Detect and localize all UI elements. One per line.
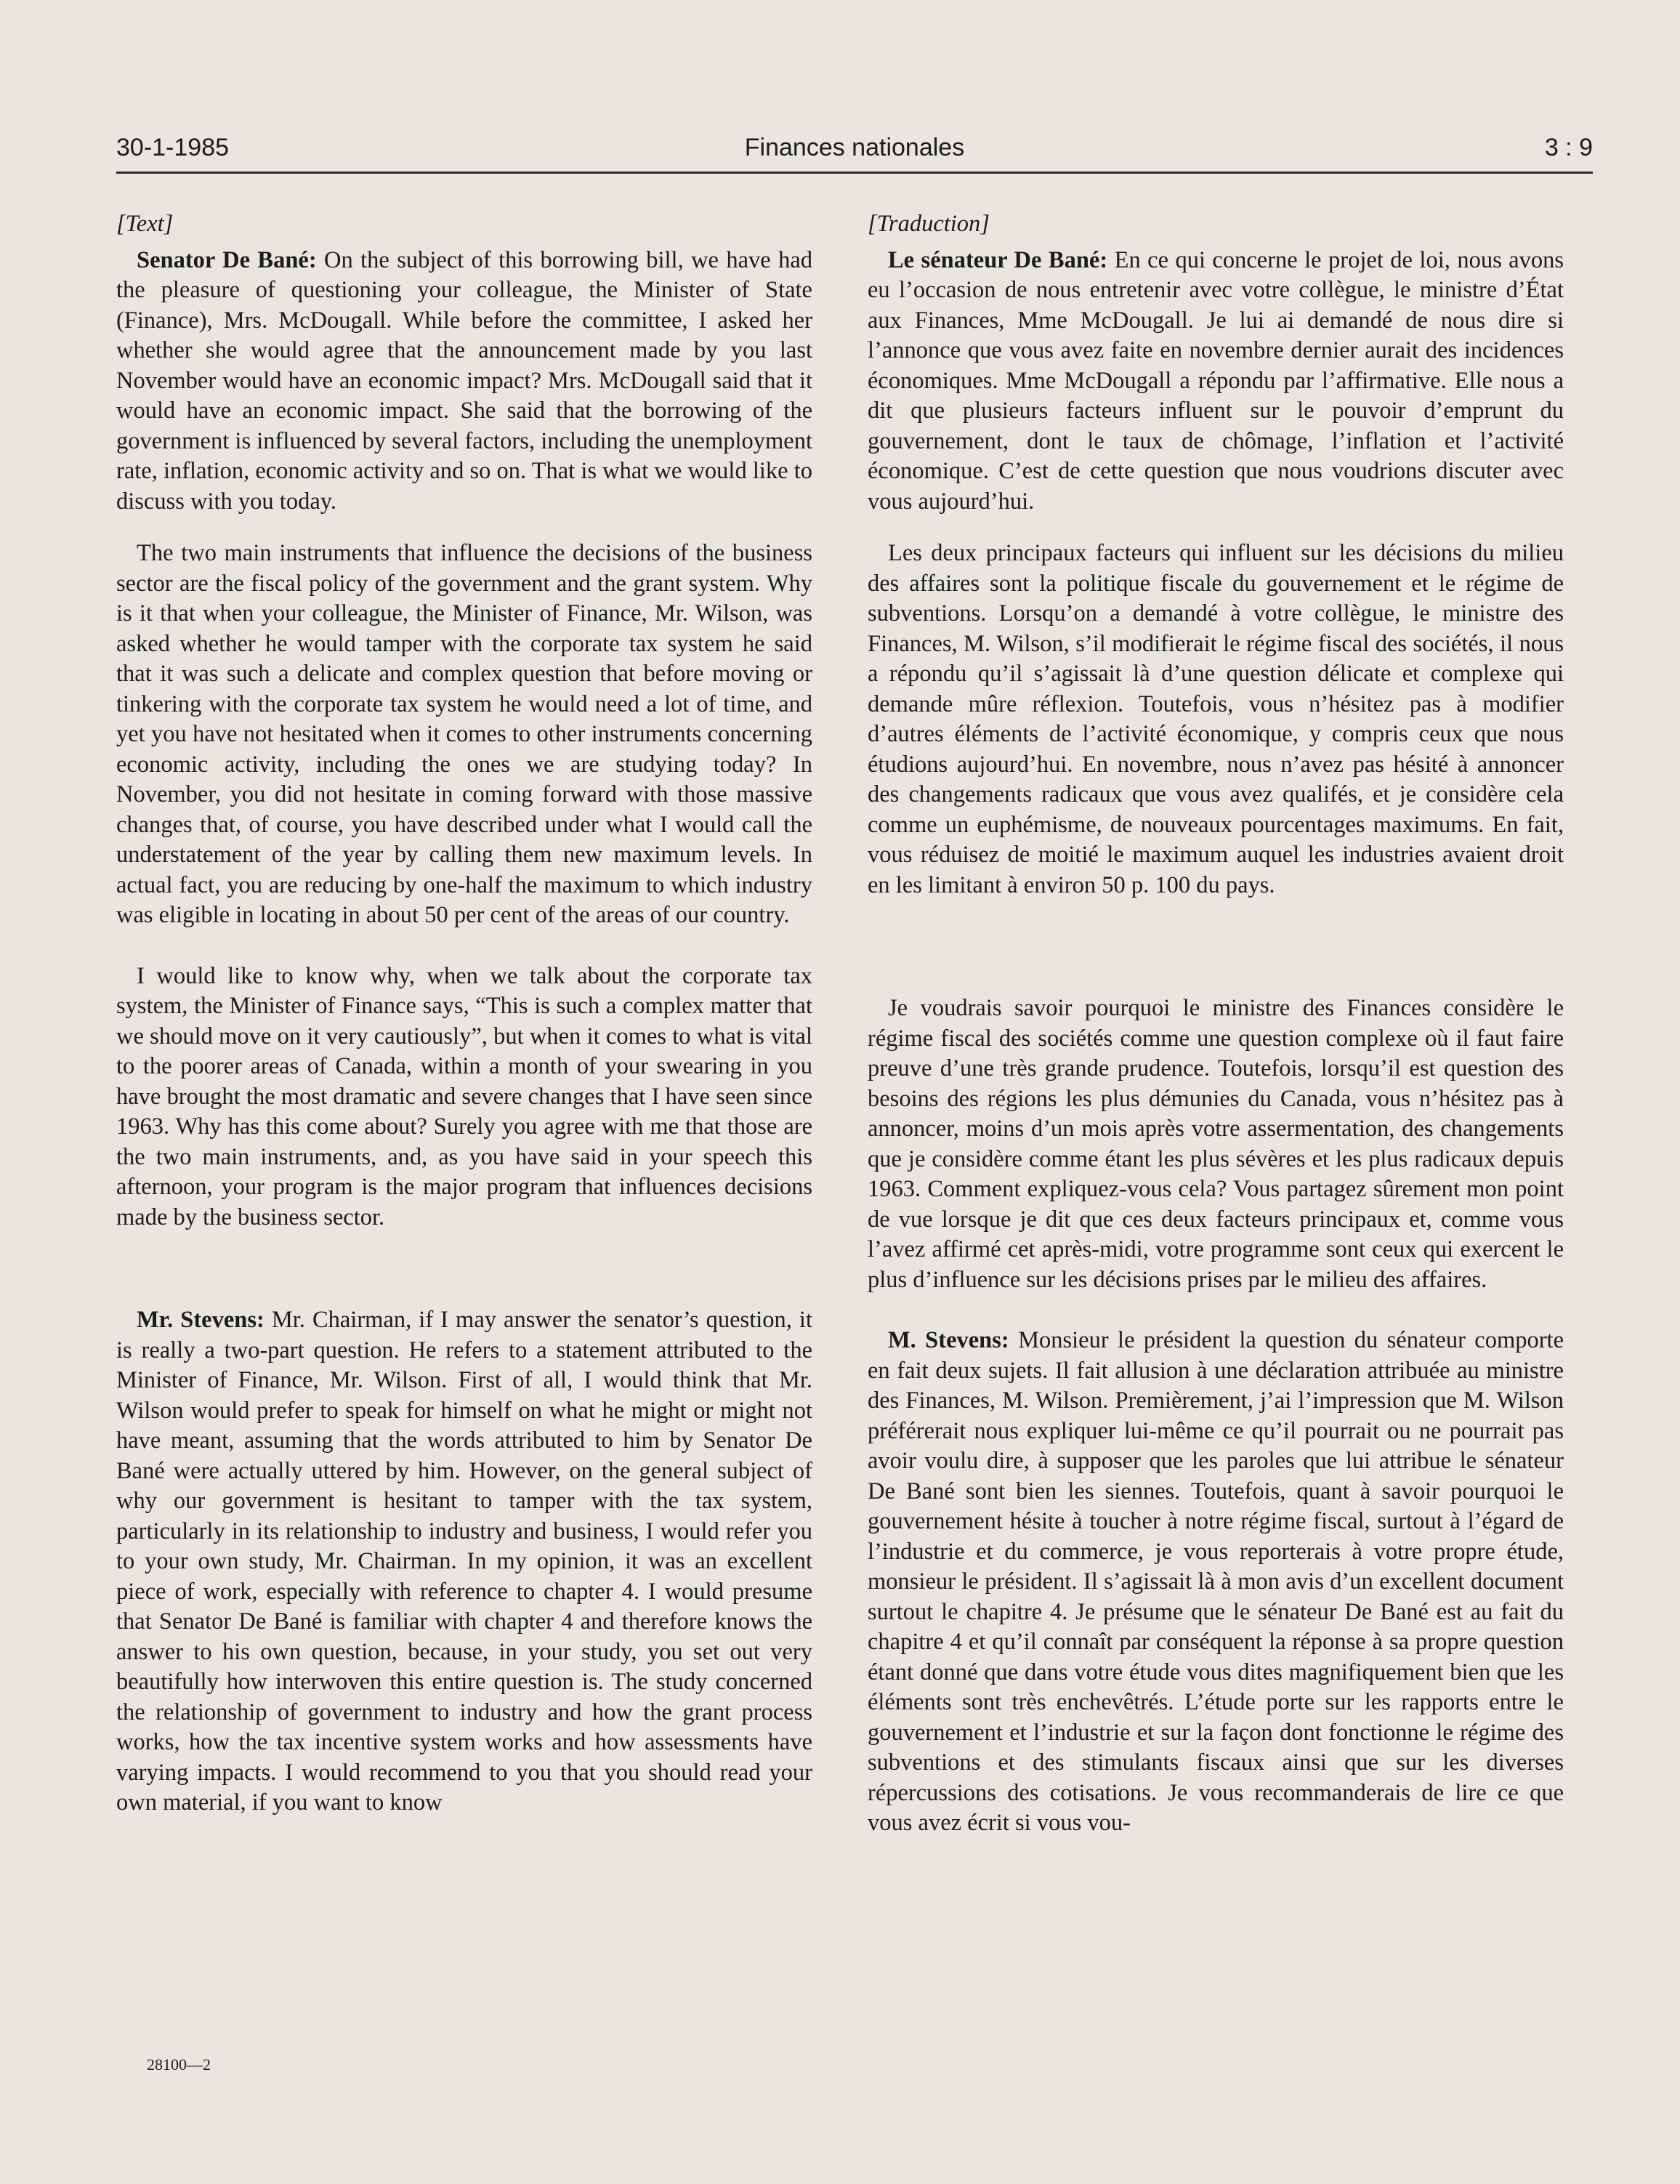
french-column (868, 209, 1564, 1839)
paragraph-de-bane-1 (116, 246, 812, 517)
header-title: Finances nationales (744, 134, 965, 161)
paragraph-text: En ce qui concerne le projet de loi, nous avons eu l’occasion de nous entretenir avec votre collègue, le ministre d’État aux Finances, Mme McDougall. Je lui ai demandé de nous dire si l’annonce que vous avez faite en novembre dernier aurait des incidences économiques. Mme McDougall a répondu par l’affirmative. Elle nous a dit que plusieurs facteurs influent sur le pouvoir d’emprunt du gouvernement, dont le taux de chômage, l’inflation et l’activité économique. C’est de cette question que nous voudrions discuter avec vous aujourd’hui. (868, 246, 1564, 515)
header-date: 30-1-1985 (116, 134, 230, 161)
speaker-name: Mr. Stevens: (137, 1307, 264, 1333)
english-column (116, 209, 812, 1818)
speaker-name: M. Stevens: (888, 1327, 1009, 1353)
speaker-name: Senator De Bané: (137, 246, 317, 273)
traduction-label: [Traduction] (868, 211, 990, 237)
header-page-number: 3 : 9 (1544, 134, 1593, 161)
paragraph-stevens (116, 1305, 812, 1818)
page-header (116, 134, 1593, 174)
paragraph-de-bane-1-fr (868, 246, 1564, 517)
paragraph-text: On the subject of this borrowing bill, we have had the pleasure of questioning your colleague, the Minister of State (Finance), Mrs. McDougall. While before the committee, I asked her whether she would agree that the announcement made by you last November would have an economic impact? Mrs. McDougall said that it would have an economic impact. She said that the borrowing of the government is influenced by several factors, including the unemployment rate, inflation, economic activity and so on. That is what we would like to discuss with you today. (116, 246, 812, 515)
paragraph-text: Monsieur le président la question du sénateur comporte en fait deux sujets. Il fait allusion à une déclaration attribuée au ministre des Finances, M. Wilson. Premièrement, j’ai l’impression que M. Wilson préférerait nous expliquer lui-même ce qu’il pourrait ou ne pourrait pas avoir voulu dire, à supposer que les paroles que lui attribue le sénateur De Bané sont bien les siennes. Toutefois, quant à savoir pourquoi le gouvernement hésite à toucher à notre régime fiscal, surtout à l’égard de l’industrie et du commerce, je vous reporterais à votre propre étude, monsieur le président. Il s’agissait là à mon avis d’un excellent document surtout le chapitre 4. Je présume que le sénateur De Bané est au fait du chapitre 4 et qu’il connaît par conséquent la réponse à sa propre question étant donné que dans votre étude vous dites magnifiquement bien que les éléments sont très enchevêtrés. L’étude porte sur les rapports entre le gouvernement et l’industrie et sur la façon dont fonctionne le régime des subventions et des stimulants fiscaux ainsi que sur les diverses répercussions des cotisations. Je vous recommanderais de lire ce que vous avez écrit si vous vou- (868, 1327, 1564, 1836)
speaker-name: Le sénateur De Bané: (888, 246, 1108, 273)
footer-code: 28100—2 (147, 2055, 211, 2074)
paragraph-text: Mr. Chairman, if I may answer the senator’s question, it is really a two-part question. He refers to a statement attributed to the Minister of Finance, Mr. Wilson. First of all, I would think that Mr. Wilson would prefer to speak for himself on what he might or might not have meant, assuming that the words attributed to him by Senator De Bané were actually uttered by him. However, on the general subject of why our government is hesitant to tamper with the tax system, particularly in its relationship to industry and business, I would refer you to your own study, Mr. Chairman. In my opinion, it was an excellent piece of work, especially with reference to chapter 4. I would presume that Senator De Bané is familiar with chapter 4 and therefore knows the answer to his own question, because, in your study, you set out very beautifully how interwoven this entire question is. The study concerned the relationship of government to industry and how the grant process works, how the tax incentive system works and how assessments have varying impacts. I would recommend to you that you should read your own material, if you want to know (116, 1307, 812, 1816)
paragraph-stevens-fr (868, 1326, 1564, 1839)
paragraph-de-bane-3: I would like to know why, when we talk about the corporate tax system, the Minister of Finance says, “This is such a complex matter that we should move on it very cautiously”, but when it comes to what is vital to the poorer areas of Canada, within a month of your swearing in you have brought the most dramatic and severe changes that I have seen since 1963. Why has this come about? Surely you agree with me that those are the two main instruments, and, as you have said in your speech this afternoon, your program is the major program that influences decisions made by the business sector. (116, 962, 812, 1230)
paragraph-de-bane-3-fr: Je voudrais savoir pourquoi le ministre des Finances considère le régime fiscal des sociétés comme une question complexe où il faut faire preuve d’une très grande prudence. Toutefois, lorsqu’il est question des besoins des régions les plus démunies du Canada, vous n’hésitez pas à annoncer, moins d’un mois après votre assermentation, des changements que je considère comme étant les plus sévères et les plus radicaux depuis 1963. Comment expliquez-vous cela? Vous partagez sûrement mon point de vue lorsque je dit que ces deux facteurs principaux et, comme vous l’avez affirmé cet après-midi, votre programme sont ceux qui exercent le plus d’influence sur les décisions prises par le milieu des affaires. (868, 995, 1564, 1293)
paragraph-de-bane-2: The two main instruments that influence the decisions of the business sector are the fiscal policy of the government and the grant system. Why is it that when your colleague, the Minister of Finance, Mr. Wilson, was asked whether he would tamper with the corporate tax system he said that it was such a delicate and complex question that before moving or tinkering with the corporate tax system he would need a lot of time, and yet you have not hesitated when it comes to other instruments concerning economic activity, including the ones we are studying today? In November, you did not hesitate in coming forward with those massive changes that, of course, you have described under what I would call the understatement of the year by calling them new maximum levels. In actual fact, you are reducing by one-half the maximum to which industry was eligible in locating in about 50 per cent of the areas of our country. (116, 540, 812, 928)
paragraph-de-bane-2-fr: Les deux principaux facteurs qui influent sur les décisions du milieu des affaires sont la politique fiscale du gouvernement et le régime de subventions. Lorsqu’on a demandé à votre collègue, le ministre des Finances, M. Wilson, s’il modifierait le régime fiscal des sociétés, il nous a répondu qu’il s’agissait là d’une question délicate et complexe qui demande mûre réflexion. Toutefois, vous n’hésitez pas à modifier d’autres éléments de l’activité économique, y compris ceux que nous étudions aujourd’hui. En novembre, nous n’avez pas hésité à annoncer des changements radicaux que vous avez qualifés, et je considère cela comme un euphémisme, de nouveaux pourcentages maximums. En fait, vous réduisez de moitié le maximum auquel les industries avaient droit en les limitant à environ 50 p. 100 du pays. (868, 540, 1564, 898)
text-label: [Text] (116, 211, 174, 237)
